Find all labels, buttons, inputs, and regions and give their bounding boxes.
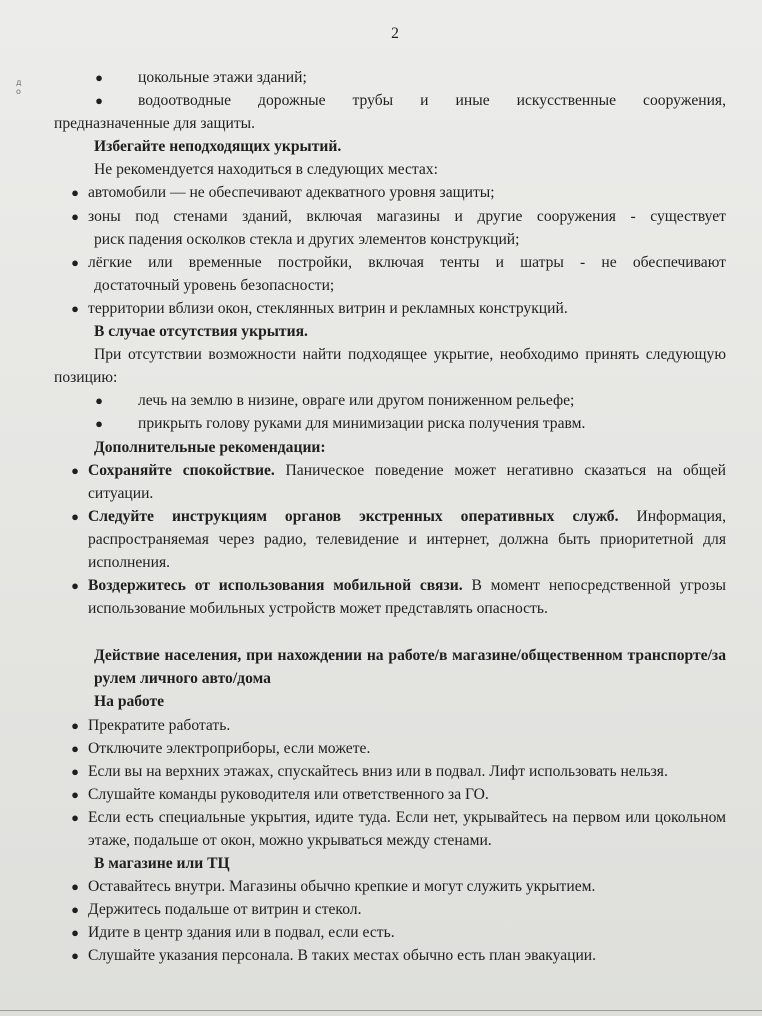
- bullet-icon: ●: [95, 93, 103, 109]
- list-item-continuation: предназначенные для защиты.: [54, 115, 256, 133]
- list-item: ● автомобили — не обеспечивают адекватного уровня защиты;: [54, 181, 726, 204]
- list-item: ● Сохраняйте спокойствие. Паническое поведение может негативно сказаться на общей ситуации.: [54, 459, 726, 505]
- bullet-icon: ●: [71, 925, 79, 941]
- bullet-icon: ●: [71, 185, 79, 201]
- margin-mark: до: [16, 78, 22, 96]
- list-item: ● Воздержитесь от использования мобильной связи. В момент непосредственной угрозы использование мобильных устройств может представлять опасность.: [54, 574, 726, 620]
- bullet-icon: ●: [71, 462, 79, 478]
- list-item: ● Оставайтесь внутри. Магазины обычно крепкие и могут служить укрытием.: [54, 875, 726, 898]
- bullet-icon: ●: [71, 740, 79, 756]
- bullet-icon: ●: [71, 879, 79, 895]
- list-item: ● Держитесь подальше от витрин и стекол.: [54, 898, 726, 921]
- list-item: ● Если есть специальные укрытия, идите туда. Если нет, укрывайтесь на первом или цокольном этаже, подальше от окон, можно укрываться между стенами.: [54, 806, 726, 852]
- page-number: 2: [391, 25, 399, 42]
- bullet-icon: ●: [71, 902, 79, 918]
- bullet-icon: ●: [71, 786, 79, 802]
- section-heading: Дополнительные рекомендации:: [94, 438, 326, 456]
- list-item: ● прикрыть голову руками для минимизации риска получения травм.: [54, 412, 726, 435]
- list-item: ● цокольные этажи зданий;: [54, 66, 726, 89]
- section-paragraph: При отсутствии возможности найти подходящее укрытие, необходимо принять следующую позицию:: [54, 346, 726, 387]
- section-title: Действие населения, при нахождении на работе/в магазине/общественном транспорте/за рулем личного авто/дома: [94, 647, 726, 688]
- bullet-icon: ●: [95, 416, 103, 432]
- list-item-continuation: риск падения осколков стекла и других элементов конструкций;: [94, 230, 520, 248]
- list-item: ● Идите в центр здания или в подвал, если есть.: [54, 921, 726, 944]
- list-item: ● лёгкие или временные постройки, включая тенты и шатры - не обеспечивают: [54, 251, 726, 274]
- bullet-icon: ●: [71, 578, 79, 594]
- bullet-icon: ●: [71, 208, 79, 224]
- subsection-heading: В магазине или ТЦ: [94, 855, 230, 873]
- bullet-icon: ●: [71, 300, 79, 316]
- section-heading: В случае отсутствия укрытия.: [94, 323, 308, 341]
- bullet-icon: ●: [95, 70, 103, 85]
- bullet-icon: ●: [95, 393, 103, 409]
- list-item-continuation: достаточный уровень безопасности;: [94, 276, 335, 294]
- section-intro: Не рекомендуется находиться в следующих местах:: [94, 161, 438, 179]
- bullet-icon: ●: [71, 809, 79, 825]
- list-item: ● Следуйте инструкциям органов экстренных оперативных служб. Информация, распространяемая через радио, телевидение и интернет, должна быть приоритетной для исполнения.: [54, 505, 726, 574]
- list-item: ● водоотводные дорожные трубы и иные искусственные сооружения,: [54, 89, 726, 112]
- list-item: ● лечь на землю в низине, овраге или другом пониженном рельефе;: [54, 389, 726, 412]
- section-heading: Избегайте неподходящих укрытий.: [94, 138, 342, 156]
- bullet-icon: ●: [71, 717, 79, 733]
- list-item: ● Если вы на верхних этажах, спускайтесь вниз или в подвал. Лифт использовать нельзя.: [54, 760, 726, 783]
- bullet-icon: ●: [71, 948, 79, 964]
- list-item: ● территории вблизи окон, стеклянных витрин и рекламных конструкций.: [54, 297, 726, 320]
- list-item: ● Слушайте указания персонала. В таких местах обычно есть план эвакуации.: [54, 944, 726, 967]
- list-item: ● Отключите электроприборы, если можете.: [54, 737, 726, 760]
- bullet-icon: ●: [71, 508, 79, 524]
- bullet-icon: ●: [71, 763, 79, 779]
- list-item: ● Прекратите работать.: [54, 714, 726, 737]
- subsection-heading: На работе: [94, 693, 165, 711]
- list-item: ● Слушайте команды руководителя или ответственного за ГО.: [54, 783, 726, 806]
- list-item: ● зоны под стенами зданий, включая магазины и другие сооружения - существует: [54, 205, 726, 228]
- bullet-icon: ●: [71, 254, 79, 270]
- page-edge-divider: [0, 1010, 762, 1011]
